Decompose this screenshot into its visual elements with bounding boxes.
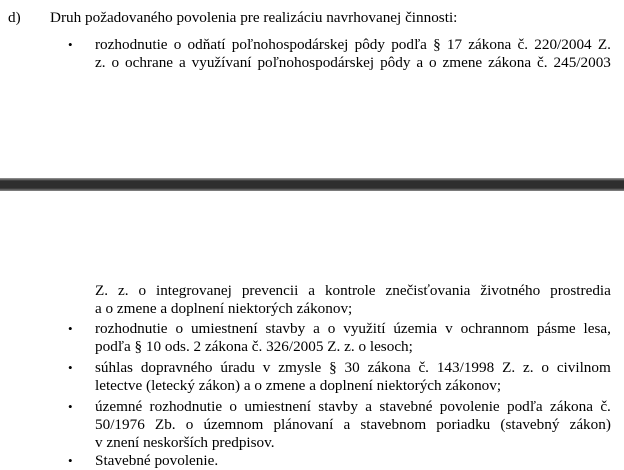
continuation-line: Z. z. o integrovanej prevencii a kontrole znečisťovania životného prostredia [95, 282, 611, 299]
list-item-line: rozhodnutie o umiestnení stavby a o využití územia v ochrannom pásme lesa, [95, 320, 611, 337]
bullet-icon: • [68, 360, 73, 375]
list-item-line: z. o ochrane a využívaní poľnohospodárskej pôdy a o zmene zákona č. 245/2003 [95, 54, 611, 71]
bullet-icon: • [68, 453, 73, 468]
section-heading: Druh požadovaného povolenia pre realizáciu navrhovanej činnosti: [50, 9, 458, 26]
bullet-icon: • [68, 321, 73, 336]
continuation-line: a o zmene a doplnení niektorých zákonov; [95, 300, 353, 317]
list-item-line: súhlas dopravného úradu v zmysle § 30 zákona č. 143/1998 Z. z. o civilnom [95, 359, 611, 376]
list-item-line: 50/1976 Zb. o územnom plánovaní a stavebnom poriadku (stavebný zákon) [95, 416, 611, 433]
list-item-line: Stavebné povolenie. [95, 452, 219, 469]
bullet-icon: • [68, 399, 73, 414]
list-item-line: podľa § 10 ods. 2 zákona č. 326/2005 Z. z. o lesoch; [95, 338, 413, 355]
bullet-icon: • [68, 37, 73, 52]
list-item-line: letectve (letecký zákon) a o zmene a doplnení niektorých zákonov; [95, 377, 502, 394]
list-item-line: územné rozhodnutie o umiestnení stavby a stavebné povolenie podľa zákona č. [95, 398, 611, 415]
list-item-line: v znení neskorších predpisov. [95, 434, 275, 451]
section-label: d) [8, 9, 21, 26]
page-break-separator [0, 178, 624, 191]
list-item-line: rozhodnutie o odňatí poľnohospodárskej pôdy podľa § 17 zákona č. 220/2004 Z. [95, 36, 611, 53]
